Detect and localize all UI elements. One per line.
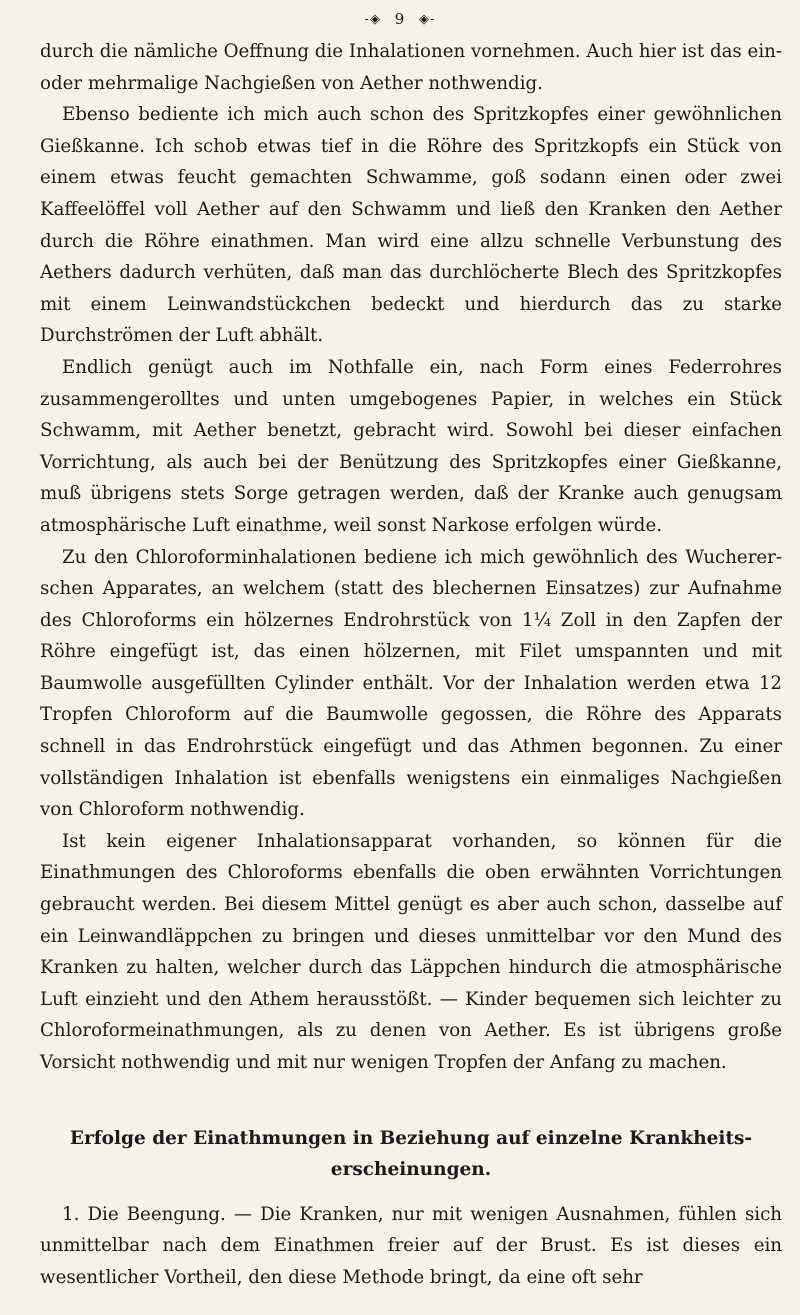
page-header — [0, 10, 800, 28]
paragraph-spritzkopf: Ebenso bediente ich mich auch schon des Spritzkopfes einer gewöhnlichen Gießkanne. Ich schob etwas tief in die Röhre des Spritzkopfs ein Stück von einem etwas feucht gemachten Schwamme, goß sodann einen oder zwei Kaffeelöffel voll Aether auf den Schwamm und ließ den Kranken den Aether durch die Röhre einathmen. Man wird eine allzu schnelle Verbunstung des Aethers dadurch verhüten, daß man das durchlöcherte Blech des Spritzkopfes mit einem Leinwandstückchen bedeckt und hierdurch das zu starke Durchströmen der Luft abhält. — [40, 104, 782, 347]
paragraph-continuation: durch die nämliche Oeffnung die Inhalationen vornehmen. Auch hier ist das ein- oder mehrmalige Nachgießen von Aether nothwendig. — [40, 41, 782, 94]
page-body — [40, 36, 782, 1293]
section-heading: Erfolge der Einathmungen in Beziehung auf einzelne Krankheits-erscheinungen. — [69, 1127, 753, 1180]
paragraph-papier: Endlich genügt auch im Nothfalle ein, nach Form eines Federrohres zusammengerolltes und unten umgebogenes Papier, in welches ein Stück Schwamm, mit Aether benetzt, gebracht wird. Sowohl bei dieser einfachen Vorrichtung, als auch bei der Benützung des Spritzkopfes einer Gießkanne, muß übrigens stets Sorge getragen werden, daß der Kranke auch genugsam atmosphärische Luft einathme, weil sonst Narkose erfolgen würde. — [40, 356, 782, 536]
paragraph-chloroform-apparat: Zu den Chloroforminhalationen bediene ich mich gewöhnlich des Wucherer-schen Apparates, an welchem (statt des blechernen Einsatzes) zur Aufnahme des Chloroforms ein hölzernes Endrohrstück von 1¼ Zoll in den Zapfen der Röhre eingefügt ist, das einen hölzernen, mit Filet umspannten und mit Baumwolle ausgefüllten Cylinder enthält. Vor der Inhalation werden etwa 12 Tropfen Chloroform auf die Baumwolle gegossen, die Röhre des Apparats schnell in das Endrohrstück eingefügt und das Athmen begonnen. Zu einer vollständigen Inhalation ist ebenfalls wenigstens ein einmaliges Nachgießen von Chloroform nothwendig. — [40, 546, 782, 821]
header-ornament-right: ◈- — [419, 12, 436, 27]
paragraph-leinwandlaeppchen: Ist kein eigener Inhalationsapparat vorhanden, so können für die Einathmungen des Chloroforms ebenfalls die oben erwähnten Vorrichtungen gebraucht werden. Bei diesem Mittel genügt es aber auch schon, dasselbe auf ein Leinwandläppchen zu bringen und dieses unmittelbar vor den Mund des Kranken zu halten, welcher durch das Läppchen hindurch die atmosphärische Luft einzieht und den Athem herausstößt. — Kinder bequemen sich leichter zu Chloroformeinathmungen, als zu denen von Aether. Es ist übrigens große Vorsicht nothwendig und mit nur wenigen Tropfen der Anfang zu machen. — [40, 830, 782, 1073]
header-ornament-left: -◈ — [364, 12, 381, 27]
paragraph-beengung: 1. Die Beengung. — Die Kranken, nur mit wenigen Ausnahmen, fühlen sich unmittelbar nach dem Einathmen freier auf der Brust. Es ist dieses ein wesentlicher Vortheil, den diese Methode bringt, da eine oft sehr — [40, 1203, 782, 1288]
page-number: 9 — [394, 10, 406, 28]
